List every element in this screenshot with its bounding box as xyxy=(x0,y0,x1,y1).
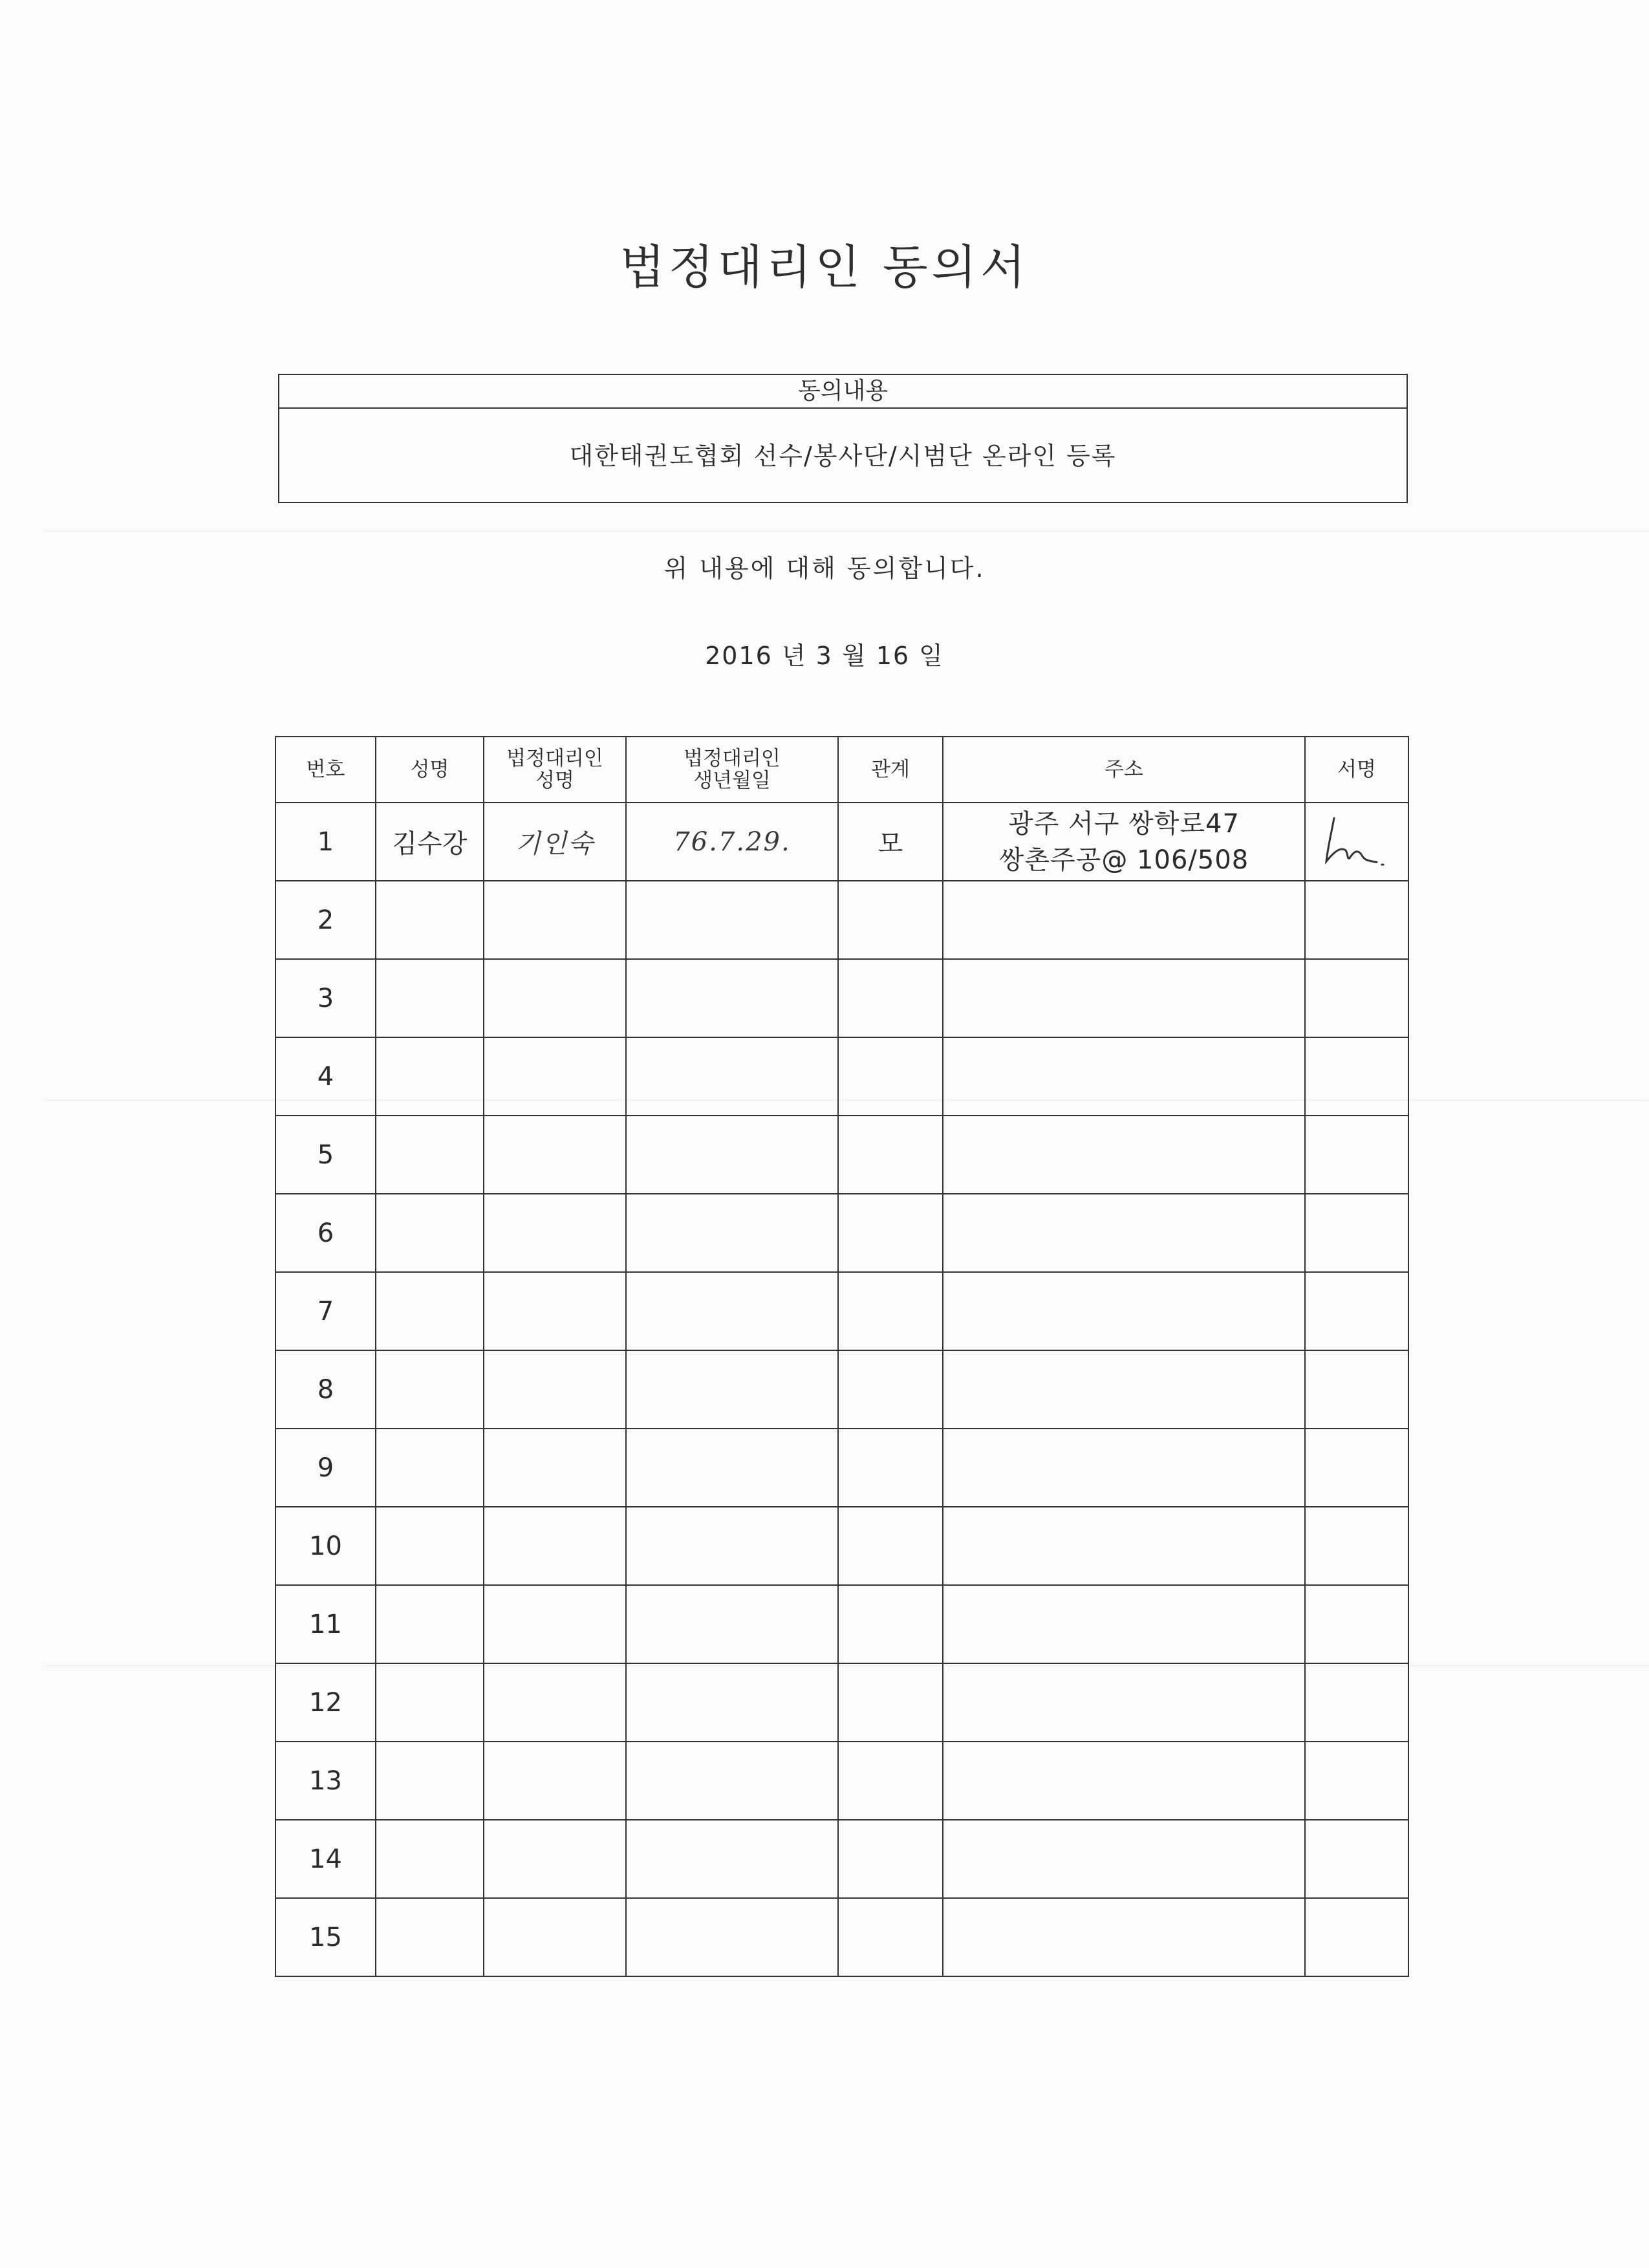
cell-name[interactable] xyxy=(376,959,484,1037)
cell-guardian-name[interactable] xyxy=(484,1507,626,1585)
cell-address[interactable] xyxy=(943,1194,1305,1272)
cell-no: 14 xyxy=(275,1820,376,1898)
cell-no: 2 xyxy=(275,881,376,959)
cell-relation[interactable] xyxy=(838,1898,943,1976)
cell-address[interactable] xyxy=(943,1663,1305,1742)
cell-signature[interactable] xyxy=(1305,1272,1408,1350)
cell-signature[interactable] xyxy=(1305,1820,1408,1898)
cell-name[interactable] xyxy=(376,1194,484,1272)
cell-no: 1 xyxy=(275,803,376,881)
cell-signature[interactable] xyxy=(1305,1585,1408,1663)
cell-guardian-name[interactable] xyxy=(484,1037,626,1116)
header-guardian-name-line2: 성명 xyxy=(535,769,574,792)
cell-address[interactable] xyxy=(943,1350,1305,1429)
header-guardian-name-line1: 법정대리인 xyxy=(506,747,603,770)
header-relation: 관계 xyxy=(838,737,943,803)
header-guardian-birth xyxy=(626,737,838,803)
cell-guardian-name[interactable] xyxy=(484,1820,626,1898)
cell-guardian-birth[interactable] xyxy=(626,1507,838,1585)
cell-guardian-birth[interactable] xyxy=(626,881,838,959)
cell-address[interactable] xyxy=(943,1116,1305,1194)
cell-signature[interactable] xyxy=(1305,1663,1408,1742)
address-line1: 광주 서구 쌍학로47 xyxy=(1008,808,1240,839)
header-signature: 서명 xyxy=(1305,737,1408,803)
table-row xyxy=(275,803,1408,881)
cell-address[interactable] xyxy=(943,1507,1305,1585)
cell-name[interactable] xyxy=(376,1037,484,1116)
cell-no: 11 xyxy=(275,1585,376,1663)
cell-relation[interactable] xyxy=(838,1429,943,1507)
cell-signature[interactable] xyxy=(1305,1116,1408,1194)
cell-name[interactable] xyxy=(376,1116,484,1194)
cell-name[interactable] xyxy=(376,1507,484,1585)
cell-guardian-name[interactable] xyxy=(484,1663,626,1742)
cell-relation[interactable] xyxy=(838,1663,943,1742)
cell-guardian-birth[interactable] xyxy=(626,959,838,1037)
cell-name[interactable] xyxy=(376,1898,484,1976)
cell-no: 10 xyxy=(275,1507,376,1585)
cell-signature[interactable] xyxy=(1305,1898,1408,1976)
cell-guardian-name[interactable] xyxy=(484,1898,626,1976)
table-row xyxy=(275,1037,1408,1116)
cell-guardian-birth[interactable] xyxy=(626,1585,838,1663)
cell-signature[interactable] xyxy=(1305,881,1408,959)
table-row xyxy=(275,1350,1408,1429)
table-row xyxy=(275,1663,1408,1742)
cell-guardian-name[interactable] xyxy=(484,1350,626,1429)
cell-signature[interactable] xyxy=(1305,1350,1408,1429)
cell-relation[interactable] xyxy=(838,1116,943,1194)
cell-guardian-birth[interactable] xyxy=(626,1116,838,1194)
cell-guardian-name[interactable] xyxy=(484,959,626,1037)
consent-content: 대한태권도협회 선수/봉사단/시범단 온라인 등록 xyxy=(569,442,1117,470)
cell-signature[interactable] xyxy=(1305,1037,1408,1116)
cell-relation[interactable] xyxy=(838,959,943,1037)
cell-relation[interactable] xyxy=(838,1507,943,1585)
cell-guardian-birth[interactable] xyxy=(626,1898,838,1976)
cell-guardian-birth[interactable] xyxy=(626,1663,838,1742)
cell-name[interactable] xyxy=(376,1585,484,1663)
cell-signature[interactable] xyxy=(1305,1742,1408,1820)
cell-guardian-name[interactable] xyxy=(484,1429,626,1507)
cell-guardian-birth[interactable] xyxy=(626,1742,838,1820)
cell-guardian-birth[interactable]: 76.7.29. xyxy=(626,803,838,881)
table-row xyxy=(275,1194,1408,1272)
cell-address[interactable] xyxy=(943,1820,1305,1898)
cell-guardian-name[interactable] xyxy=(484,1116,626,1194)
cell-relation[interactable]: 모 xyxy=(838,803,943,881)
table-row xyxy=(275,1116,1408,1194)
table-header-row xyxy=(275,737,1408,803)
cell-guardian-name[interactable] xyxy=(484,1585,626,1663)
cell-signature[interactable] xyxy=(1305,1194,1408,1272)
cell-relation[interactable] xyxy=(838,1585,943,1663)
cell-name[interactable] xyxy=(376,1429,484,1507)
cell-no: 8 xyxy=(275,1350,376,1429)
fold-line xyxy=(45,530,1649,532)
cell-no: 3 xyxy=(275,959,376,1037)
cell-guardian-name[interactable]: 기인숙 xyxy=(484,803,626,881)
cell-guardian-birth[interactable] xyxy=(626,1820,838,1898)
cell-guardian-name[interactable] xyxy=(484,881,626,959)
cell-address[interactable] xyxy=(943,1585,1305,1663)
consent-header: 동의내용 xyxy=(279,375,1406,409)
cell-signature[interactable] xyxy=(1305,1507,1408,1585)
cell-guardian-name[interactable] xyxy=(484,1742,626,1820)
consent-box xyxy=(278,374,1408,503)
signature-mark xyxy=(1315,813,1399,871)
cell-address[interactable] xyxy=(943,1272,1305,1350)
cell-name[interactable] xyxy=(376,1742,484,1820)
cell-guardian-birth[interactable] xyxy=(626,1272,838,1350)
cell-signature[interactable] xyxy=(1305,959,1408,1037)
agreement-text: 위 내용에 대해 동의합니다. xyxy=(663,554,986,583)
document-date: 2016 년 3 월 16 일 xyxy=(705,642,944,670)
table-row xyxy=(275,1507,1408,1585)
cell-relation[interactable] xyxy=(838,881,943,959)
cell-signature[interactable] xyxy=(1305,1429,1408,1507)
cell-relation[interactable] xyxy=(838,1272,943,1350)
cell-guardian-birth[interactable] xyxy=(626,1194,838,1272)
table-row xyxy=(275,1272,1408,1350)
cell-name[interactable] xyxy=(376,1350,484,1429)
cell-guardian-birth[interactable] xyxy=(626,1429,838,1507)
cell-name[interactable]: 김수강 xyxy=(376,803,484,881)
address-line2: 쌍촌주공@ 106/508 xyxy=(998,845,1249,875)
cell-name[interactable] xyxy=(376,1663,484,1742)
cell-no: 9 xyxy=(275,1429,376,1507)
cell-address[interactable] xyxy=(943,1898,1305,1976)
cell-guardian-birth[interactable] xyxy=(626,1350,838,1429)
document-title: 법정대리인 동의서 xyxy=(620,240,1029,294)
cell-signature[interactable] xyxy=(1305,803,1408,881)
cell-guardian-name[interactable] xyxy=(484,1272,626,1350)
cell-address[interactable] xyxy=(943,881,1305,959)
cell-name[interactable] xyxy=(376,881,484,959)
cell-no: 7 xyxy=(275,1272,376,1350)
cell-relation[interactable] xyxy=(838,1742,943,1820)
table-row xyxy=(275,1585,1408,1663)
cell-address[interactable] xyxy=(943,1742,1305,1820)
header-guardian-birth-line1: 법정대리인 xyxy=(684,747,781,770)
header-name: 성명 xyxy=(376,737,484,803)
cell-relation[interactable] xyxy=(838,1194,943,1272)
cell-no: 5 xyxy=(275,1116,376,1194)
header-no: 번호 xyxy=(275,737,376,803)
cell-guardian-name[interactable] xyxy=(484,1194,626,1272)
header-guardian-name xyxy=(484,737,626,803)
table-row xyxy=(275,1429,1408,1507)
cell-address[interactable] xyxy=(943,1037,1305,1116)
cell-address[interactable] xyxy=(943,803,1305,881)
table-row xyxy=(275,881,1408,959)
table-row xyxy=(275,1820,1408,1898)
cell-address[interactable] xyxy=(943,959,1305,1037)
cell-no: 6 xyxy=(275,1194,376,1272)
cell-guardian-birth[interactable] xyxy=(626,1037,838,1116)
cell-relation[interactable] xyxy=(838,1350,943,1429)
table-row xyxy=(275,1898,1408,1976)
cell-no: 13 xyxy=(275,1742,376,1820)
header-address: 주소 xyxy=(943,737,1305,803)
cell-relation[interactable] xyxy=(838,1037,943,1116)
header-guardian-birth-line2: 생년월일 xyxy=(693,769,771,792)
cell-address[interactable] xyxy=(943,1429,1305,1507)
cell-no: 12 xyxy=(275,1663,376,1742)
cell-relation[interactable] xyxy=(838,1820,943,1898)
table-row xyxy=(275,1742,1408,1820)
cell-no: 4 xyxy=(275,1037,376,1116)
table-row xyxy=(275,959,1408,1037)
cell-name[interactable] xyxy=(376,1272,484,1350)
cell-no: 15 xyxy=(275,1898,376,1976)
cell-name[interactable] xyxy=(376,1820,484,1898)
registration-table xyxy=(275,736,1409,1977)
